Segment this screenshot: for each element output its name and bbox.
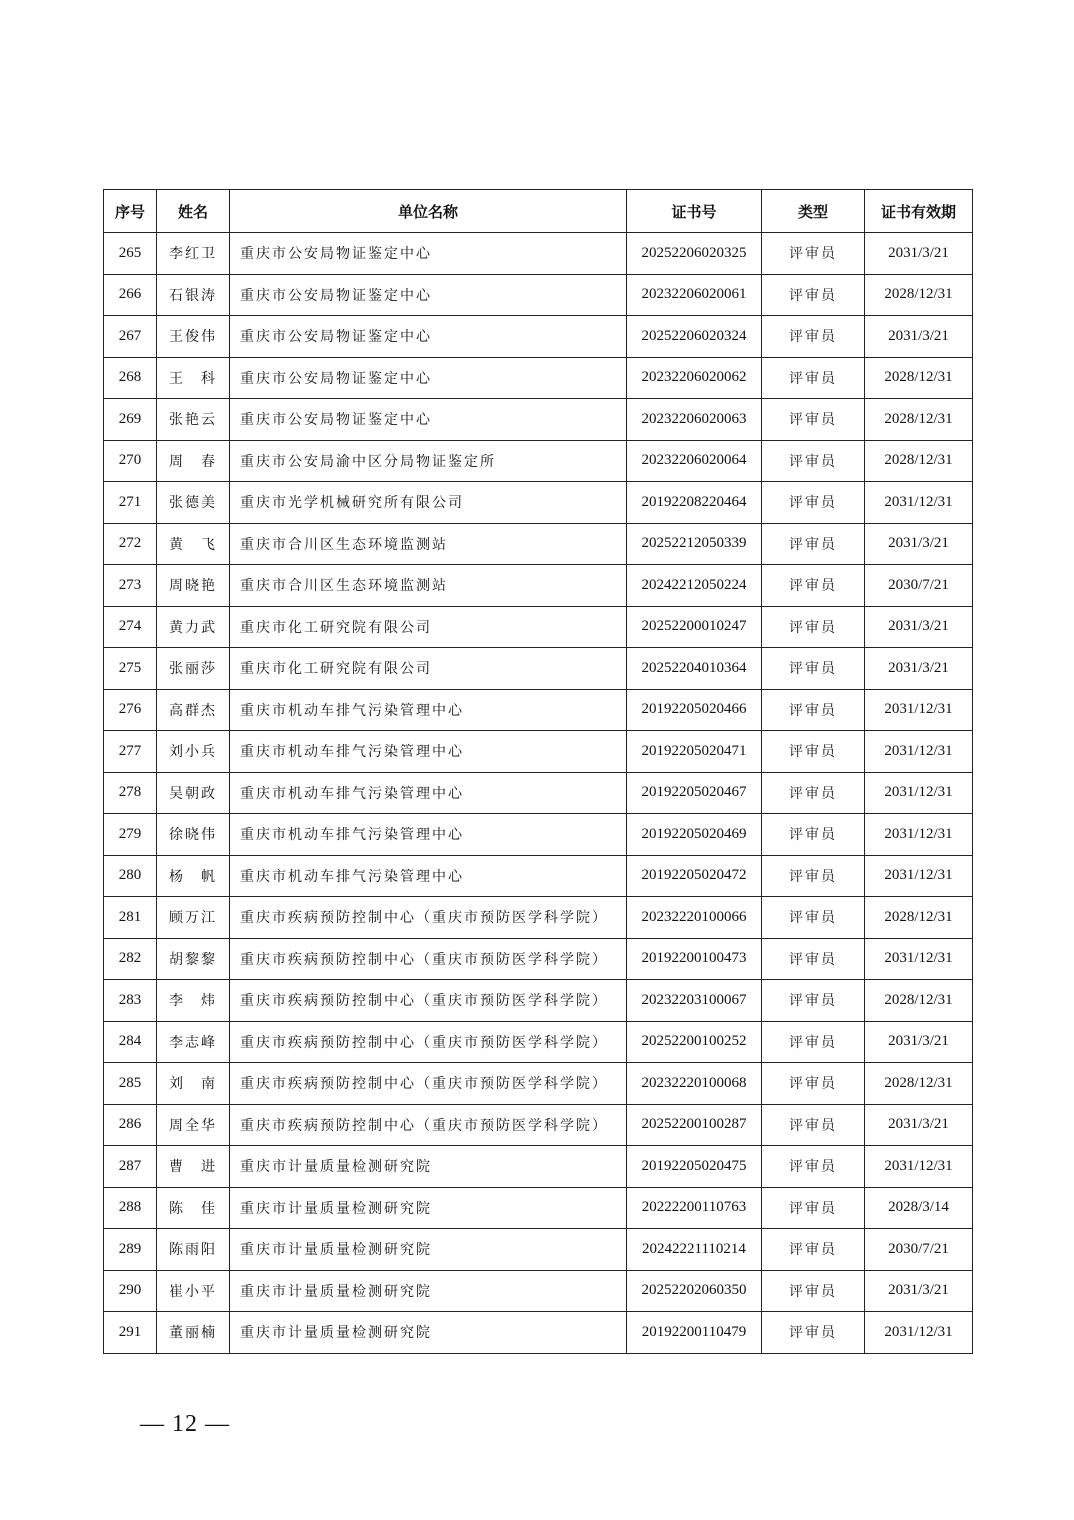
cell-name: 王 科 [157, 357, 230, 399]
cell-type: 评审员 [762, 274, 865, 316]
table-body [104, 233, 973, 1354]
cell-name: 刘 南 [157, 1063, 230, 1105]
cell-name: 王俊伟 [157, 316, 230, 358]
cell-name: 陈雨阳 [157, 1229, 230, 1271]
cell-type: 评审员 [762, 482, 865, 524]
cell-unit: 重庆市合川区生态环境监测站 [230, 565, 627, 607]
cell-type: 评审员 [762, 1312, 865, 1354]
cell-cert-no: 20192205020467 [627, 772, 762, 814]
header-validity: 证书有效期 [865, 190, 973, 233]
cell-validity: 2030/7/21 [865, 565, 973, 607]
table-row [104, 399, 973, 441]
cell-validity: 2031/3/21 [865, 233, 973, 275]
cell-validity: 2031/3/21 [865, 648, 973, 690]
cell-validity: 2028/12/31 [865, 274, 973, 316]
cell-unit: 重庆市计量质量检测研究院 [230, 1312, 627, 1354]
cell-validity: 2028/12/31 [865, 357, 973, 399]
cell-unit: 重庆市机动车排气污染管理中心 [230, 855, 627, 897]
cell-type: 评审员 [762, 772, 865, 814]
cell-type: 评审员 [762, 980, 865, 1022]
cell-cert-no: 20252202060350 [627, 1270, 762, 1312]
table-row [104, 357, 973, 399]
cell-unit: 重庆市疾病预防控制中心（重庆市预防医学科学院） [230, 1104, 627, 1146]
cell-validity: 2031/3/21 [865, 316, 973, 358]
cell-unit: 重庆市合川区生态环境监测站 [230, 523, 627, 565]
cell-cert-no: 20192205020472 [627, 855, 762, 897]
table-row [104, 689, 973, 731]
cell-type: 评审员 [762, 606, 865, 648]
cell-name: 周 春 [157, 440, 230, 482]
cell-cert-no: 20252200100287 [627, 1104, 762, 1146]
cell-name: 杨 帆 [157, 855, 230, 897]
cell-validity: 2031/12/31 [865, 855, 973, 897]
cell-unit: 重庆市计量质量检测研究院 [230, 1270, 627, 1312]
cell-name: 李红卫 [157, 233, 230, 275]
table-row [104, 482, 973, 524]
cell-name: 石银涛 [157, 274, 230, 316]
table-row [104, 233, 973, 275]
cell-seq: 272 [104, 523, 157, 565]
cell-validity: 2028/12/31 [865, 980, 973, 1022]
header-name: 姓名 [157, 190, 230, 233]
cell-seq: 274 [104, 606, 157, 648]
cell-type: 评审员 [762, 233, 865, 275]
table-row [104, 1063, 973, 1105]
table-row [104, 855, 973, 897]
cell-type: 评审员 [762, 565, 865, 607]
cell-unit: 重庆市疾病预防控制中心（重庆市预防医学科学院） [230, 1063, 627, 1105]
cell-seq: 290 [104, 1270, 157, 1312]
cell-type: 评审员 [762, 440, 865, 482]
cell-seq: 270 [104, 440, 157, 482]
table-header-row [104, 190, 973, 233]
table-row [104, 980, 973, 1022]
table-row [104, 938, 973, 980]
table-row [104, 1270, 973, 1312]
cell-unit: 重庆市公安局物证鉴定中心 [230, 399, 627, 441]
header-seq: 序号 [104, 190, 157, 233]
cell-unit: 重庆市光学机械研究所有限公司 [230, 482, 627, 524]
cell-validity: 2031/12/31 [865, 482, 973, 524]
cell-name: 崔小平 [157, 1270, 230, 1312]
cell-seq: 276 [104, 689, 157, 731]
cell-cert-no: 20252200010247 [627, 606, 762, 648]
table-row [104, 1146, 973, 1188]
cell-validity: 2030/7/21 [865, 1229, 973, 1271]
cell-seq: 282 [104, 938, 157, 980]
cell-type: 评审员 [762, 1104, 865, 1146]
cell-validity: 2031/12/31 [865, 1312, 973, 1354]
cell-seq: 283 [104, 980, 157, 1022]
cell-validity: 2028/12/31 [865, 399, 973, 441]
cell-validity: 2031/12/31 [865, 1146, 973, 1188]
cell-validity: 2028/12/31 [865, 440, 973, 482]
cell-unit: 重庆市疾病预防控制中心（重庆市预防医学科学院） [230, 938, 627, 980]
cell-cert-no: 20192205020475 [627, 1146, 762, 1188]
cell-unit: 重庆市疾病预防控制中心（重庆市预防医学科学院） [230, 897, 627, 939]
cell-name: 张艳云 [157, 399, 230, 441]
cell-validity: 2031/12/31 [865, 772, 973, 814]
table-row [104, 1104, 973, 1146]
cell-name: 刘小兵 [157, 731, 230, 773]
cell-validity: 2031/12/31 [865, 689, 973, 731]
table-row [104, 1187, 973, 1229]
cell-name: 黄 飞 [157, 523, 230, 565]
cell-type: 评审员 [762, 316, 865, 358]
cell-name: 曹 进 [157, 1146, 230, 1188]
cell-validity: 2031/3/21 [865, 1270, 973, 1312]
cell-validity: 2031/3/21 [865, 606, 973, 648]
cell-type: 评审员 [762, 938, 865, 980]
table-row [104, 1312, 973, 1354]
cell-cert-no: 20232206020061 [627, 274, 762, 316]
cell-cert-no: 20252212050339 [627, 523, 762, 565]
cell-name: 顾万江 [157, 897, 230, 939]
cell-seq: 268 [104, 357, 157, 399]
table-row [104, 772, 973, 814]
cell-name: 周全华 [157, 1104, 230, 1146]
cell-type: 评审员 [762, 897, 865, 939]
cell-cert-no: 20232220100068 [627, 1063, 762, 1105]
cell-unit: 重庆市计量质量检测研究院 [230, 1229, 627, 1271]
table-row [104, 523, 973, 565]
cell-unit: 重庆市机动车排气污染管理中心 [230, 689, 627, 731]
cell-type: 评审员 [762, 1187, 865, 1229]
table-row [104, 1229, 973, 1271]
cell-type: 评审员 [762, 1146, 865, 1188]
cell-seq: 285 [104, 1063, 157, 1105]
cell-seq: 265 [104, 233, 157, 275]
cell-type: 评审员 [762, 1270, 865, 1312]
cell-cert-no: 20192208220464 [627, 482, 762, 524]
cell-unit: 重庆市计量质量检测研究院 [230, 1187, 627, 1229]
cell-cert-no: 20252204010364 [627, 648, 762, 690]
cell-name: 李志峰 [157, 1021, 230, 1063]
header-cert-no: 证书号 [627, 190, 762, 233]
table-row [104, 1021, 973, 1063]
header-unit: 单位名称 [230, 190, 627, 233]
cell-name: 吴朝政 [157, 772, 230, 814]
cell-validity: 2031/3/21 [865, 1021, 973, 1063]
table-row [104, 316, 973, 358]
cell-unit: 重庆市公安局物证鉴定中心 [230, 274, 627, 316]
cell-seq: 280 [104, 855, 157, 897]
cell-cert-no: 20252206020324 [627, 316, 762, 358]
reviewer-table [103, 189, 973, 1354]
cell-unit: 重庆市疾病预防控制中心（重庆市预防医学科学院） [230, 980, 627, 1022]
cell-seq: 288 [104, 1187, 157, 1229]
cell-cert-no: 20242212050224 [627, 565, 762, 607]
cell-validity: 2028/12/31 [865, 897, 973, 939]
cell-cert-no: 20222200110763 [627, 1187, 762, 1229]
cell-seq: 267 [104, 316, 157, 358]
cell-unit: 重庆市疾病预防控制中心（重庆市预防医学科学院） [230, 1021, 627, 1063]
cell-name: 董丽楠 [157, 1312, 230, 1354]
table-row [104, 606, 973, 648]
cell-validity: 2031/12/31 [865, 731, 973, 773]
cell-seq: 278 [104, 772, 157, 814]
cell-seq: 287 [104, 1146, 157, 1188]
cell-name: 李 炜 [157, 980, 230, 1022]
cell-validity: 2028/3/14 [865, 1187, 973, 1229]
cell-type: 评审员 [762, 855, 865, 897]
cell-seq: 266 [104, 274, 157, 316]
cell-type: 评审员 [762, 1021, 865, 1063]
cell-seq: 289 [104, 1229, 157, 1271]
cell-name: 周晓艳 [157, 565, 230, 607]
cell-cert-no: 20252200100252 [627, 1021, 762, 1063]
cell-validity: 2031/3/21 [865, 523, 973, 565]
cell-seq: 279 [104, 814, 157, 856]
cell-validity: 2028/12/31 [865, 1063, 973, 1105]
table-row [104, 274, 973, 316]
cell-unit: 重庆市公安局物证鉴定中心 [230, 316, 627, 358]
table-row [104, 648, 973, 690]
header-type: 类型 [762, 190, 865, 233]
cell-unit: 重庆市化工研究院有限公司 [230, 606, 627, 648]
cell-unit: 重庆市公安局渝中区分局物证鉴定所 [230, 440, 627, 482]
table-row [104, 731, 973, 773]
cell-type: 评审员 [762, 1229, 865, 1271]
cell-seq: 286 [104, 1104, 157, 1146]
cell-type: 评审员 [762, 1063, 865, 1105]
cell-cert-no: 20192205020471 [627, 731, 762, 773]
page-number: — 12 — [140, 1411, 230, 1437]
cell-name: 陈 佳 [157, 1187, 230, 1229]
cell-type: 评审员 [762, 357, 865, 399]
cell-name: 张德美 [157, 482, 230, 524]
cell-seq: 271 [104, 482, 157, 524]
cell-name: 张丽莎 [157, 648, 230, 690]
cell-validity: 2031/3/21 [865, 1104, 973, 1146]
cell-validity: 2031/12/31 [865, 938, 973, 980]
cell-validity: 2031/12/31 [865, 814, 973, 856]
cell-seq: 281 [104, 897, 157, 939]
cell-cert-no: 20232206020062 [627, 357, 762, 399]
cell-cert-no: 20192200100473 [627, 938, 762, 980]
cell-type: 评审员 [762, 648, 865, 690]
cell-seq: 275 [104, 648, 157, 690]
table-row [104, 897, 973, 939]
table-row [104, 440, 973, 482]
cell-seq: 269 [104, 399, 157, 441]
cell-cert-no: 20232206020064 [627, 440, 762, 482]
cell-cert-no: 20192205020466 [627, 689, 762, 731]
cell-name: 黄力武 [157, 606, 230, 648]
cell-type: 评审员 [762, 814, 865, 856]
cell-type: 评审员 [762, 523, 865, 565]
cell-cert-no: 20192205020469 [627, 814, 762, 856]
cell-unit: 重庆市公安局物证鉴定中心 [230, 233, 627, 275]
cell-type: 评审员 [762, 689, 865, 731]
cell-type: 评审员 [762, 731, 865, 773]
table-row [104, 814, 973, 856]
cell-cert-no: 20232220100066 [627, 897, 762, 939]
cell-cert-no: 20192200110479 [627, 1312, 762, 1354]
cell-unit: 重庆市机动车排气污染管理中心 [230, 814, 627, 856]
cell-unit: 重庆市计量质量检测研究院 [230, 1146, 627, 1188]
cell-seq: 291 [104, 1312, 157, 1354]
cell-seq: 284 [104, 1021, 157, 1063]
cell-type: 评审员 [762, 399, 865, 441]
cell-cert-no: 20252206020325 [627, 233, 762, 275]
cell-name: 胡黎黎 [157, 938, 230, 980]
cell-unit: 重庆市机动车排气污染管理中心 [230, 772, 627, 814]
cell-unit: 重庆市化工研究院有限公司 [230, 648, 627, 690]
cell-cert-no: 20242221110214 [627, 1229, 762, 1271]
cell-name: 徐晓伟 [157, 814, 230, 856]
cell-unit: 重庆市机动车排气污染管理中心 [230, 731, 627, 773]
table-row [104, 565, 973, 607]
cell-cert-no: 20232203100067 [627, 980, 762, 1022]
cell-cert-no: 20232206020063 [627, 399, 762, 441]
cell-seq: 273 [104, 565, 157, 607]
cell-name: 高群杰 [157, 689, 230, 731]
cell-seq: 277 [104, 731, 157, 773]
cell-unit: 重庆市公安局物证鉴定中心 [230, 357, 627, 399]
